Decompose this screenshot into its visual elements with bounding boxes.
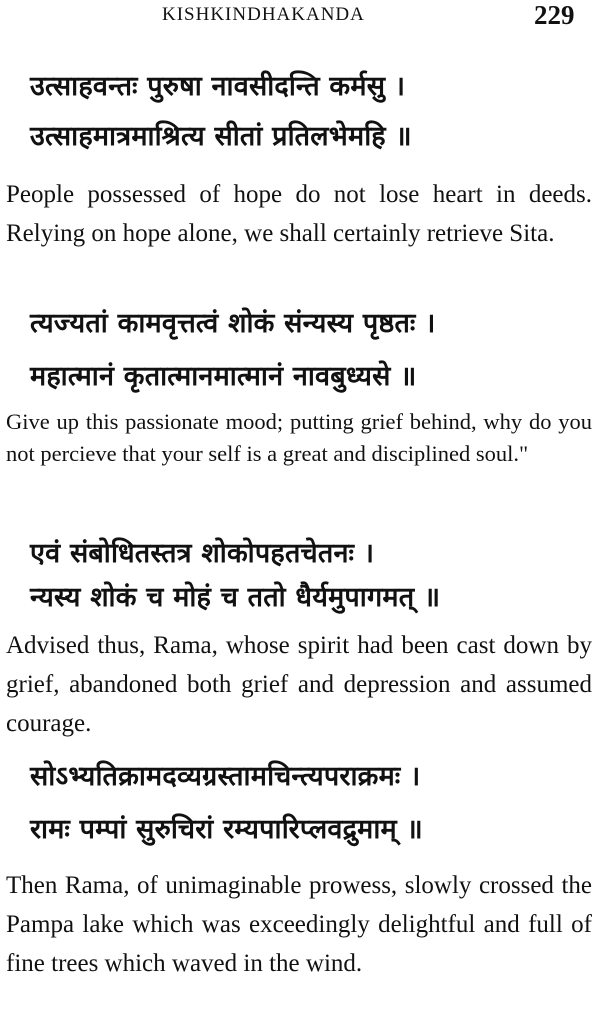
verse-2-line-2: महात्मानं कृतात्मानमात्मानं नावबुध्यसे ॥ xyxy=(30,361,417,392)
verse-1-line-1: उत्साहवन्तः पुरुषा नावसीदन्ति कर्मसु । xyxy=(30,71,406,102)
verse-4-line-2: रामः पम्पां सुरुचिरां रम्यपारिप्लवद्रुमाम् ॥ xyxy=(30,814,423,845)
translation-1: People possessed of hope do not lose heart in deeds. Relying on hope alone, we shall certainly retrieve Sita. xyxy=(6,181,592,247)
verse-3-line-2: न्यस्य शोकं च मोहं च ततो धैर्यमुपागमत् ॥ xyxy=(30,582,441,613)
verse-2-line-1: त्यज्यतां कामवृत्तत्वं शोकं संन्यस्य पृष्ठतः । xyxy=(30,308,436,339)
verse-4-line-1: सोऽभ्यतिक्रामदव्यग्रस्तामचिन्त्यपराक्रमः । xyxy=(30,761,421,792)
translation-3: Advised thus, Rama, whose spirit had been cast down by grief, abandoned both grief and depression and assumed courage. xyxy=(6,632,592,737)
translation-2: Give up this passionate mood; putting grief behind, why do you not percieve that your self is a great and disciplined soul." xyxy=(6,409,592,466)
translation-4: Then Rama, of unimaginable prowess, slowly crossed the Pampa lake which was exceedingly delightful and full of fine trees which waved in the wind. xyxy=(6,872,592,977)
running-title: KISHKINDHAKANDA xyxy=(162,4,365,25)
page-number: 229 xyxy=(534,0,575,30)
verse-1-line-2: उत्साहमात्रमाश्रित्य सीतां प्रतिलभेमहि ॥ xyxy=(30,121,412,152)
verse-3-line-1: एवं संबोधितस्तत्र शोकोपहतचेतनः । xyxy=(30,538,375,569)
